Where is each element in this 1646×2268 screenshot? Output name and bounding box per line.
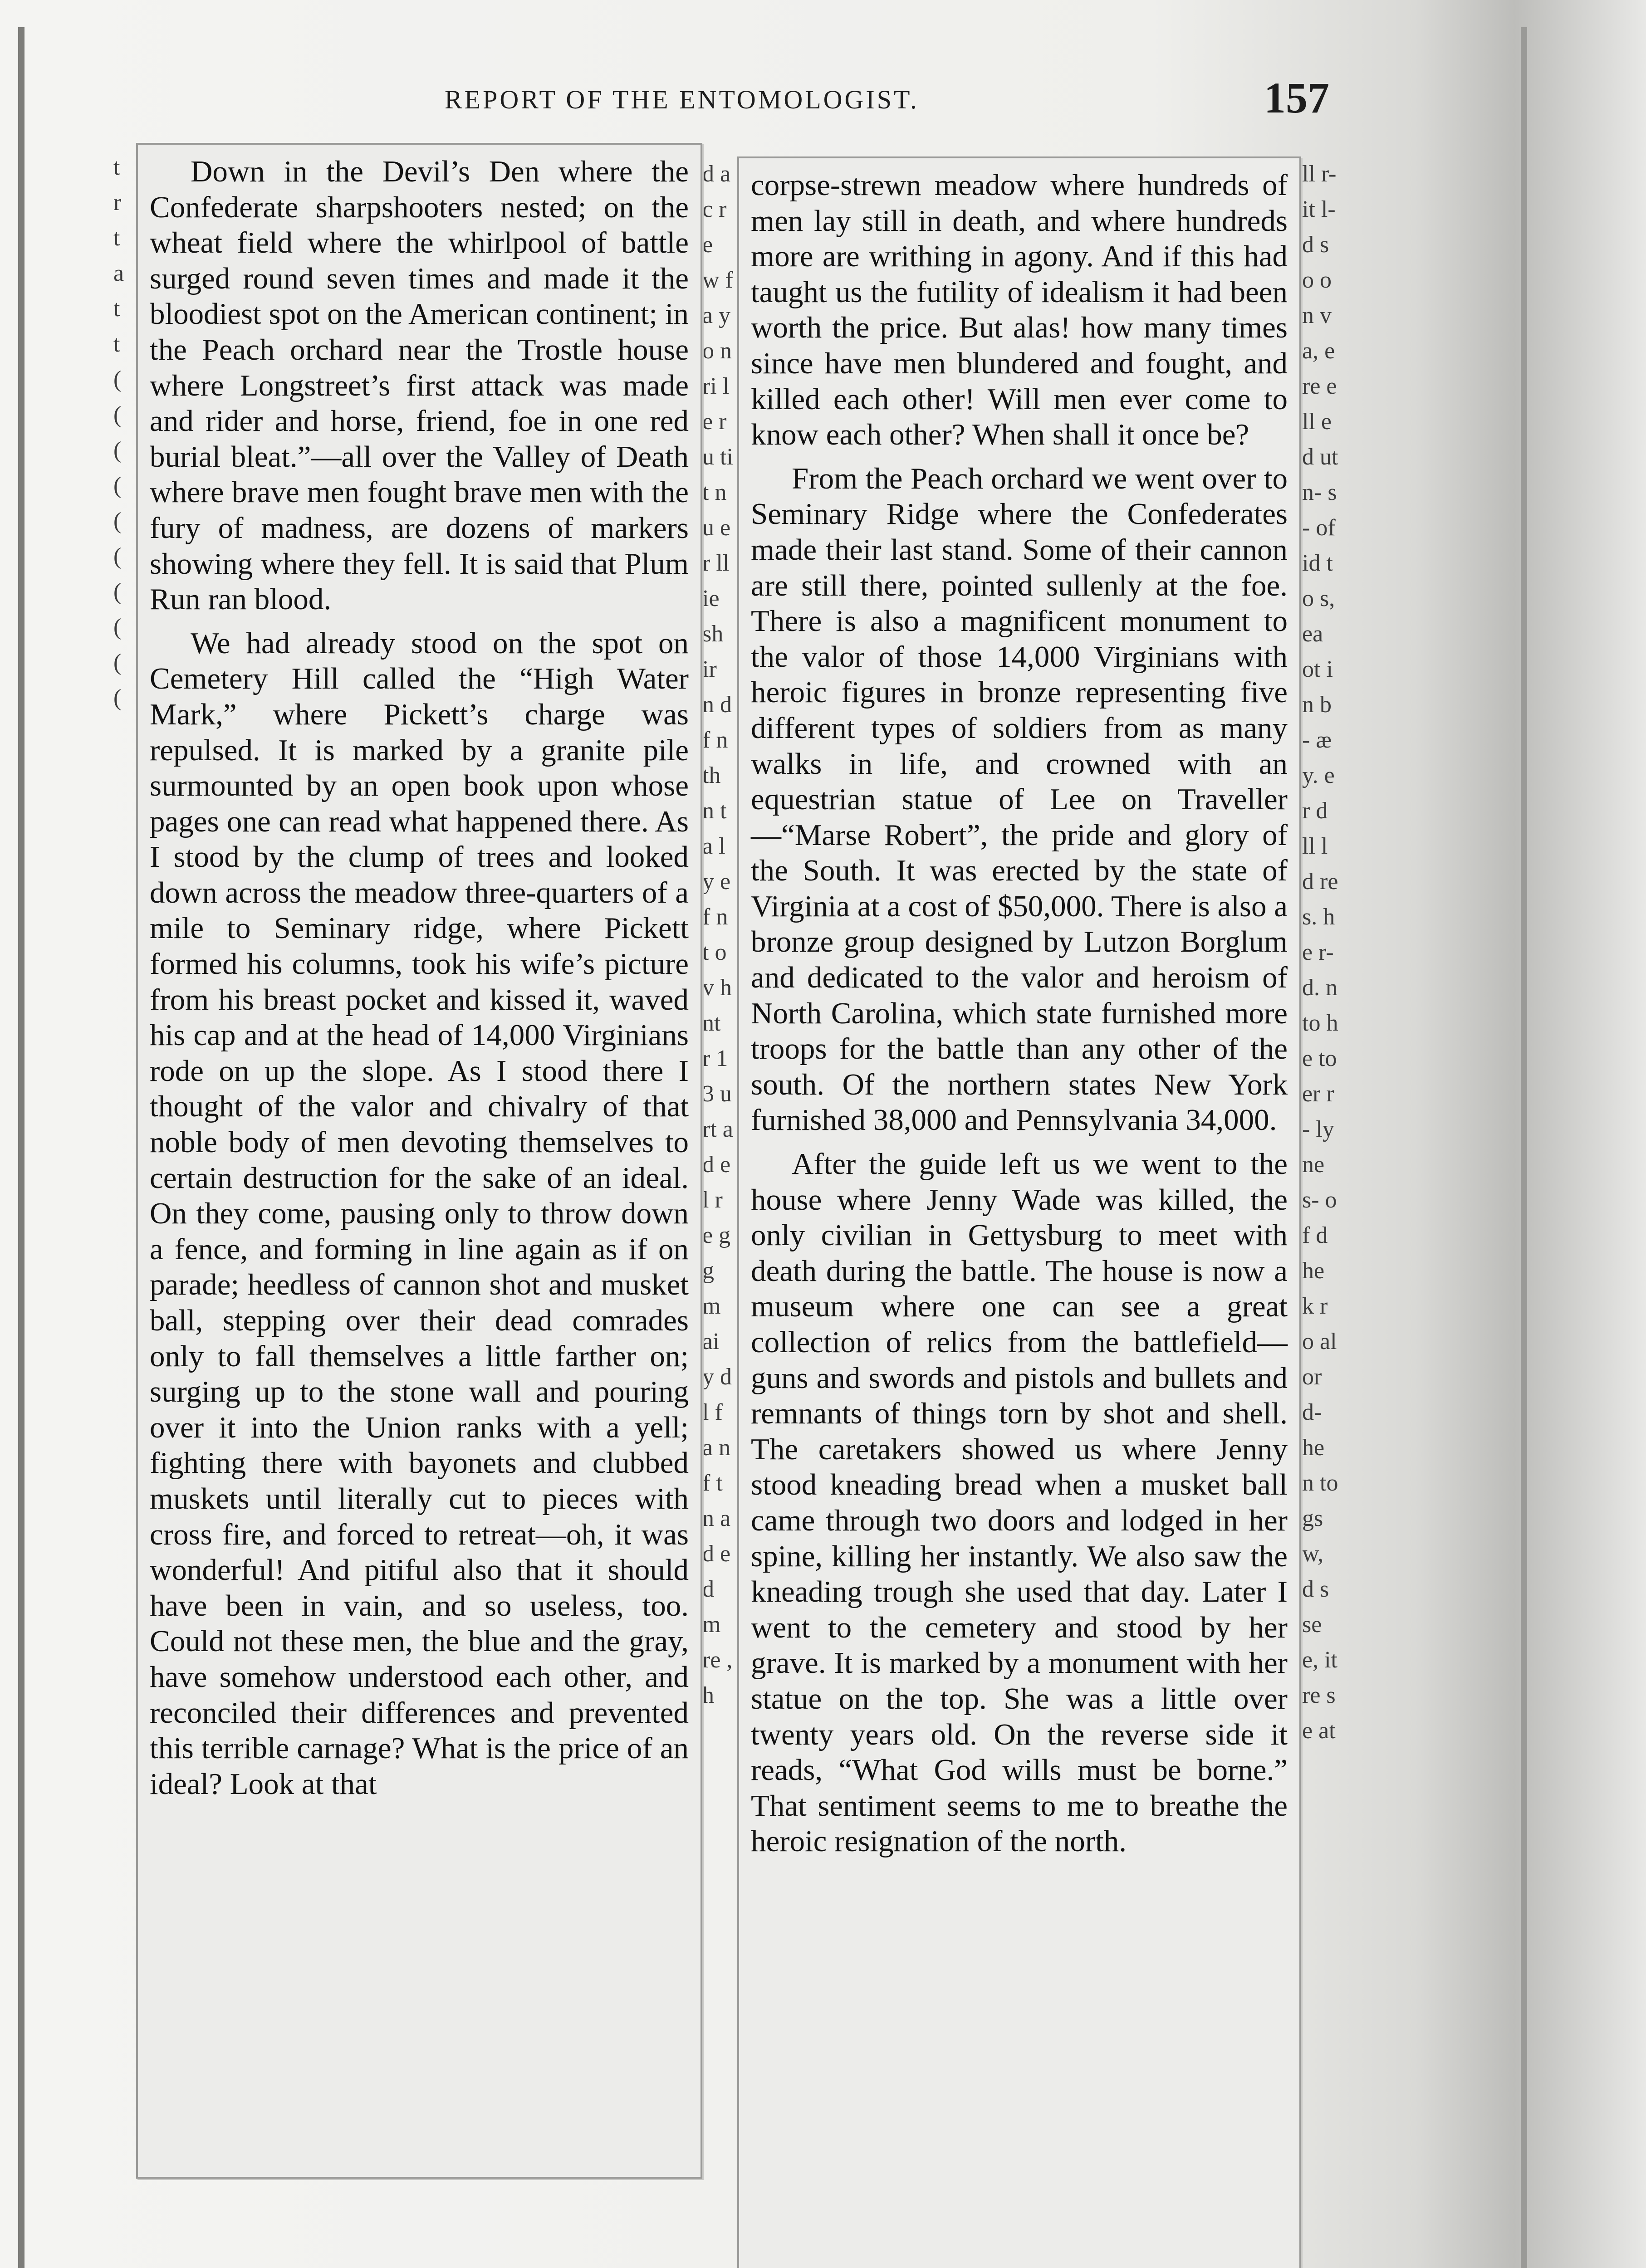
left-paragraph-1: Down in the Devil’s Den where the Confederate sharpshooters nested; on the wheat field where the whirlpool of battle surged round seven times and made it the bloodiest spot on the American continent; in the Peach orchard near the Trostle house where Longstreet’s first attack was made and rider and horse, friend, foe in one red burial bleat.”—all over the Valley of Death where brave men fought brave men with the fury of madness, are dozens of markers showing where they fell. It is said that Plum Run ran blood.: [150, 155, 689, 616]
left-margin-fragments: t r t a t t ( ( ( ( ( ( ( ( ( (: [113, 154, 124, 711]
left-column-text: [150, 154, 689, 1802]
page-number: 157: [1264, 73, 1329, 122]
right-paragraph-3: After the guide left us we went to the house where Jenny Wade was killed, the only civilian in Gettysburg to meet with death during the battle. The house is now a museum where one can see a great collection of relics from the battlefield—guns and swords and pistols and bullets and remnants of things torn by shot and shell. The caretakers showed us where Jenny stood kneading bread when a musket ball came through two doors and lodged in her spine, killing her instantly. We also saw the kneading trough she used that day. Later I went to the cemetery and stood by her grave. It is marked by a monument with her statue on the top. She was a little over twenty years old. On the reverse side it reads, “What God wills must be borne.” That sentiment seems to me to breathe the heroic resignation of the north.: [751, 1147, 1288, 1858]
scan-edge-left: [18, 27, 24, 2268]
newspaper-clipping-left: [136, 143, 702, 2179]
right-margin-fragments: ll r- it l- d so on va, ere ell ed ut n- s- of id to s, ea ot in b- æ y. er d ll ld re s. he r- d. n to he to er r- ly ne s- of d he k ro al or d- he n to gs w, d s se e, it re s e at: [1302, 161, 1338, 1744]
right-paragraph-1: corpse-strewn meadow where hundreds of men lay still in death, and where hundreds more are writhing in agony. And if this had taught us the futility of idealism it had been worth the price. But alas! how many times since have men blundered and fought, and killed each other! Will men ever come to know each other? When shall it once be?: [751, 168, 1288, 452]
gutter-fragments: d a c re w f a y o n ri le r u ti t n u er ll ie sh ir n d f n th n t a ly e f nt ov h nt r 13 u rt a d e l r e gg m ai y d l f a n f t n a d ed m re , h: [702, 161, 733, 1708]
right-column-text: [751, 167, 1288, 1859]
left-paragraph-2: We had already stood on the spot on Cemetery Hill called the “High Water Mark,” where Pickett’s charge was repulsed. It is marked by a granite pile surmounted by an open book upon whose pages one can read what happened there. As I stood by the clump of trees and looked down across the meadow three-quarters of a mile to Seminary ridge, where Pickett formed his columns, took his wife’s picture from his breast pocket and kissed it, waved his cap and at the head of 14,000 Virginians rode on up the slope. As I stood there I thought of the valor and chivalry of that noble body of men devoting themselves to certain destruction for the sake of an ideal. On they come, pausing only to throw down a fence, and forming in line again as if on parade; heedless of cannon shot and musket ball, stepping over their dead comrades only to fall themselves a little farther on; surging up to the stone wall and pouring over it into the Union ranks with a yell; fighting there with bayonets and clubbed muskets until literally cut to pieces with cross fire, and forced to retreat—oh, it was wonderful! And pitiful also that it should have been in vain, and so useless, too. Could not these men, the blue and the gray, have somehow understood each other, and reconciled their differences and prevented this terrible carnage? What is the price of an ideal? Look at that: [150, 626, 689, 1801]
running-header: [445, 73, 1329, 122]
book-spine-edge: [1521, 27, 1527, 2268]
newspaper-clipping-right: [737, 156, 1301, 2268]
page-title: REPORT OF THE ENTOMOLOGIST.: [445, 85, 919, 114]
right-paragraph-2: From the Peach orchard we went over to Seminary Ridge where the Confederates made their last stand. Some of their cannon are still there, pointed sullenly at the foe. There is also a magnificent monument to the valor of those 14,000 Virginians with heroic figures in bronze representing five different types of soldiers from as many walks in life, and crowned with an equestrian statue of Lee on Traveller—“Marse Robert”, the pride and glory of the South. It was erected by the state of Virginia at a cost of $50,000. There is also a bronze group designed by Lutzon Borglum and dedicated to the valor and heroism of North Carolina, which state furnished more troops for the battle than any other of the south. Of the northern states New York furnished 38,000 and Pennsylvania 34,000.: [751, 461, 1288, 1137]
